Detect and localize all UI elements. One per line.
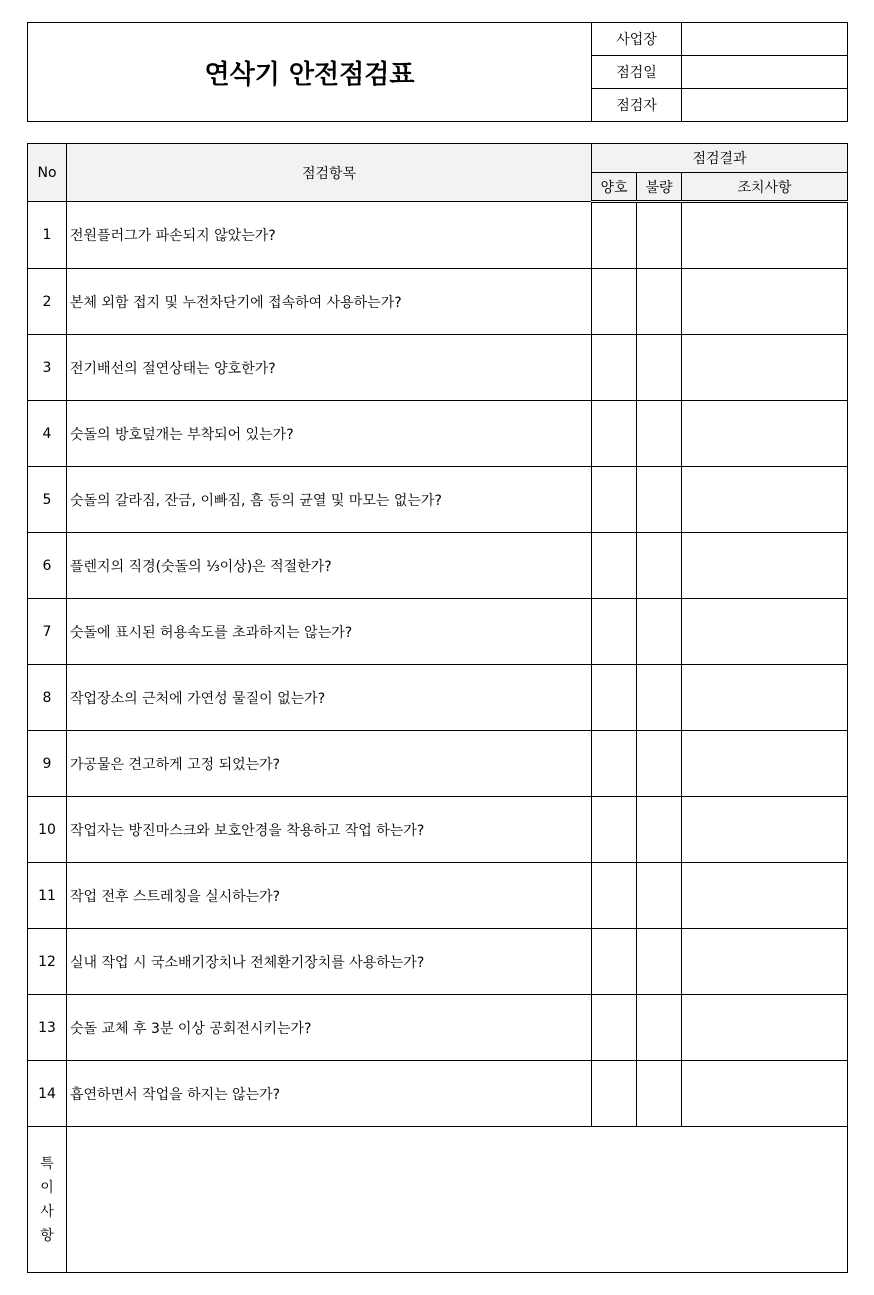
inspector-field[interactable] <box>682 89 848 122</box>
good-cell[interactable] <box>592 269 637 335</box>
table-row <box>28 401 848 467</box>
good-cell[interactable] <box>592 797 637 863</box>
bad-cell[interactable] <box>637 467 682 533</box>
table-row <box>28 929 848 995</box>
col-no-header: No <box>28 144 67 202</box>
bad-cell[interactable] <box>637 731 682 797</box>
item-text: 흡연하면서 작업을 하지는 않는가? <box>67 1061 592 1127</box>
table-row <box>28 269 848 335</box>
inspector-label: 점검자 <box>592 89 682 122</box>
action-cell[interactable] <box>682 863 848 929</box>
table-row <box>28 533 848 599</box>
table-row <box>28 599 848 665</box>
item-number: 5 <box>28 467 67 533</box>
action-cell[interactable] <box>682 731 848 797</box>
col-result-header: 점검결과 <box>592 144 848 173</box>
item-text: 작업 전후 스트레칭을 실시하는가? <box>67 863 592 929</box>
bad-cell[interactable] <box>637 335 682 401</box>
action-cell[interactable] <box>682 269 848 335</box>
item-number: 14 <box>28 1061 67 1127</box>
good-cell[interactable] <box>592 731 637 797</box>
col-good-header: 양호 <box>592 173 637 202</box>
item-text: 숫돌 교체 후 3분 이상 공회전시키는가? <box>67 995 592 1061</box>
good-cell[interactable] <box>592 1061 637 1127</box>
date-field[interactable] <box>682 56 848 89</box>
table-row <box>28 797 848 863</box>
item-number: 7 <box>28 599 67 665</box>
item-number: 12 <box>28 929 67 995</box>
good-cell[interactable] <box>592 202 637 269</box>
table-row <box>28 335 848 401</box>
item-number: 8 <box>28 665 67 731</box>
action-cell[interactable] <box>682 665 848 731</box>
site-field[interactable] <box>682 23 848 56</box>
page-title: 연삭기 안전점검표 <box>28 23 592 122</box>
table-row <box>28 665 848 731</box>
action-cell[interactable] <box>682 467 848 533</box>
action-cell[interactable] <box>682 533 848 599</box>
good-cell[interactable] <box>592 335 637 401</box>
good-cell[interactable] <box>592 401 637 467</box>
col-action-header: 조치사항 <box>682 173 848 202</box>
header-table <box>27 22 848 122</box>
table-row <box>28 1061 848 1127</box>
notes-row <box>28 1127 848 1273</box>
table-row <box>28 863 848 929</box>
item-text: 숫돌의 갈라짐, 잔금, 이빠짐, 흠 등의 균열 및 마모는 없는가? <box>67 467 592 533</box>
table-row <box>28 467 848 533</box>
item-text: 가공물은 견고하게 고정 되었는가? <box>67 731 592 797</box>
item-number: 3 <box>28 335 67 401</box>
item-number: 13 <box>28 995 67 1061</box>
good-cell[interactable] <box>592 929 637 995</box>
bad-cell[interactable] <box>637 1061 682 1127</box>
action-cell[interactable] <box>682 401 848 467</box>
item-text: 작업자는 방진마스크와 보호안경을 착용하고 작업 하는가? <box>67 797 592 863</box>
table-row <box>28 731 848 797</box>
notes-field[interactable] <box>67 1127 848 1273</box>
checklist-table <box>27 143 848 1273</box>
good-cell[interactable] <box>592 863 637 929</box>
col-item-header: 점검항목 <box>67 144 592 202</box>
bad-cell[interactable] <box>637 863 682 929</box>
good-cell[interactable] <box>592 467 637 533</box>
date-label: 점검일 <box>592 56 682 89</box>
table-row <box>28 995 848 1061</box>
item-text: 작업장소의 근처에 가연성 물질이 없는가? <box>67 665 592 731</box>
item-text: 전기배선의 절연상태는 양호한가? <box>67 335 592 401</box>
notes-label: 특 이 사 항 <box>28 1127 67 1273</box>
item-text: 본체 외함 접지 및 누전차단기에 접속하여 사용하는가? <box>67 269 592 335</box>
item-text: 숫돌에 표시된 허용속도를 초과하지는 않는가? <box>67 599 592 665</box>
bad-cell[interactable] <box>637 202 682 269</box>
item-number: 9 <box>28 731 67 797</box>
bad-cell[interactable] <box>637 995 682 1061</box>
item-text: 플렌지의 직경(숫돌의 ⅓이상)은 적절한가? <box>67 533 592 599</box>
action-cell[interactable] <box>682 995 848 1061</box>
action-cell[interactable] <box>682 1061 848 1127</box>
bad-cell[interactable] <box>637 533 682 599</box>
action-cell[interactable] <box>682 335 848 401</box>
good-cell[interactable] <box>592 599 637 665</box>
action-cell[interactable] <box>682 599 848 665</box>
good-cell[interactable] <box>592 665 637 731</box>
action-cell[interactable] <box>682 797 848 863</box>
good-cell[interactable] <box>592 533 637 599</box>
table-row <box>28 202 848 269</box>
bad-cell[interactable] <box>637 269 682 335</box>
item-number: 4 <box>28 401 67 467</box>
col-bad-header: 불량 <box>637 173 682 202</box>
item-text: 전원플러그가 파손되지 않았는가? <box>67 202 592 269</box>
site-label: 사업장 <box>592 23 682 56</box>
bad-cell[interactable] <box>637 599 682 665</box>
item-number: 1 <box>28 202 67 269</box>
item-number: 2 <box>28 269 67 335</box>
good-cell[interactable] <box>592 995 637 1061</box>
item-text: 숫돌의 방호덮개는 부착되어 있는가? <box>67 401 592 467</box>
item-number: 11 <box>28 863 67 929</box>
item-number: 10 <box>28 797 67 863</box>
bad-cell[interactable] <box>637 929 682 995</box>
bad-cell[interactable] <box>637 665 682 731</box>
bad-cell[interactable] <box>637 797 682 863</box>
action-cell[interactable] <box>682 202 848 269</box>
bad-cell[interactable] <box>637 401 682 467</box>
item-number: 6 <box>28 533 67 599</box>
item-text: 실내 작업 시 국소배기장치나 전체환기장치를 사용하는가? <box>67 929 592 995</box>
action-cell[interactable] <box>682 929 848 995</box>
